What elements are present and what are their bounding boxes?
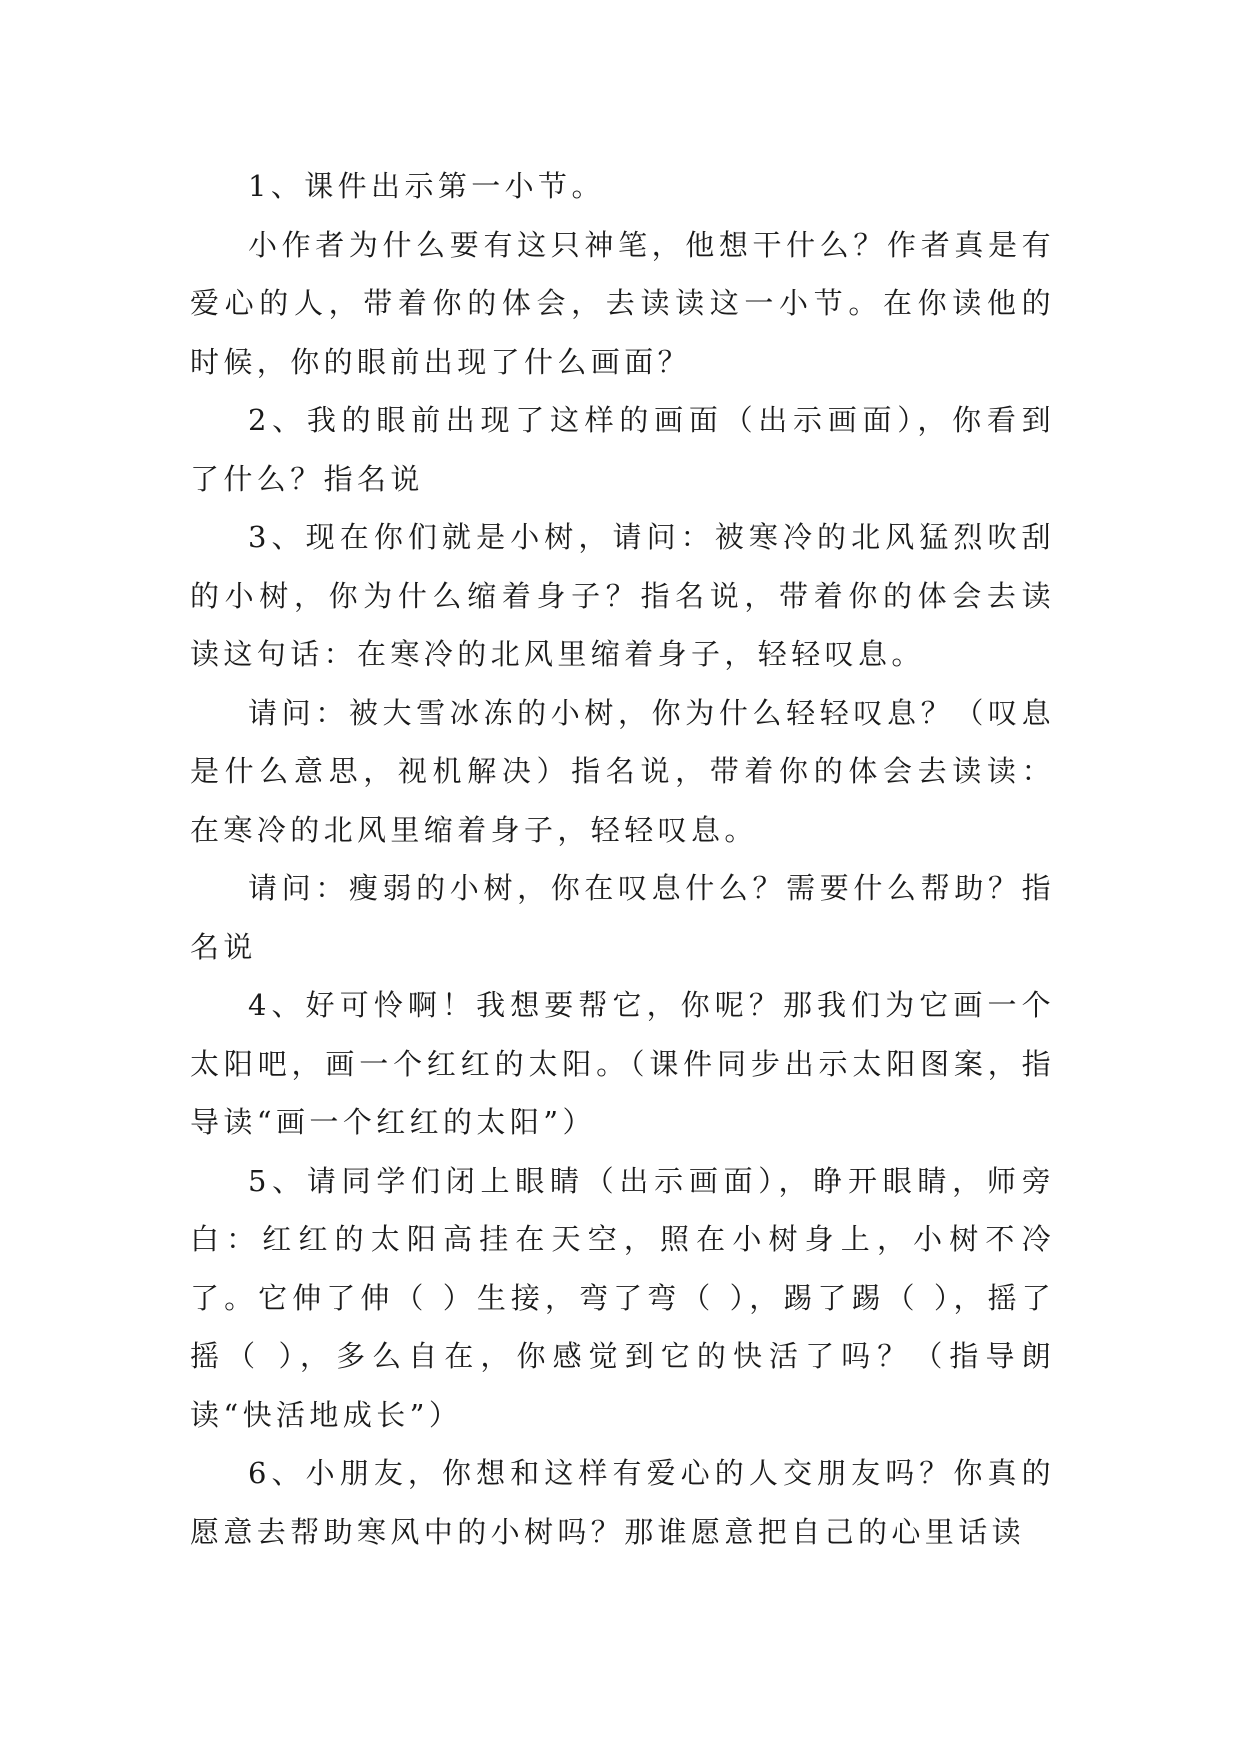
document-page: [190, 157, 1055, 1561]
paragraph-2: 小作者为什么要有这只神笔，他想干什么？作者真是有爱心的人，带着你的体会，去读读这一小节。在你读他的时候，你的眼前出现了什么画面？: [190, 227, 1055, 379]
paragraph-8: 5、请同学们闭上眼睛（出示画面），睁开眼睛，师旁白：红红的太阳高挂在天空，照在小树身上，小树不冷了。它伸了伸（ ）生接，弯了弯（ ），踢了踢（ ），摇了摇（ ），多么自在，你感觉到它的快活了吗？（指导朗读“快活地成长”）: [190, 1163, 1055, 1432]
paragraph-3: 2、我的眼前出现了这样的画面（出示画面），你看到了什么？指名说: [190, 403, 1055, 496]
paragraph-7: 4、好可怜啊！我想要帮它，你呢？那我们为它画一个太阳吧，画一个红红的太阳。（课件同步出示太阳图案，指导读“画一个红红的太阳”）: [190, 988, 1055, 1139]
paragraph-9: 6、小朋友，你想和这样有爱心的人交朋友吗？你真的愿意去帮助寒风中的小树吗？那谁愿意把自己的心里话读: [190, 1456, 1055, 1549]
paragraph-5: 请问：被大雪冰冻的小树，你为什么轻轻叹息？（叹息是什么意思，视机解决）指名说，带着你的体会去读读：在寒冷的北风里缩着身子，轻轻叹息。: [190, 695, 1055, 847]
paragraph-4: 3、现在你们就是小树，请问：被寒冷的北风猛烈吹刮的小树，你为什么缩着身子？指名说，带着你的体会去读读这句话：在寒冷的北风里缩着身子，轻轻叹息。: [190, 520, 1055, 671]
paragraph-6: 请问：瘦弱的小树，你在叹息什么？需要什么帮助？指名说: [190, 871, 1055, 964]
paragraph-1: 1、课件出示第一小节。: [248, 169, 605, 203]
